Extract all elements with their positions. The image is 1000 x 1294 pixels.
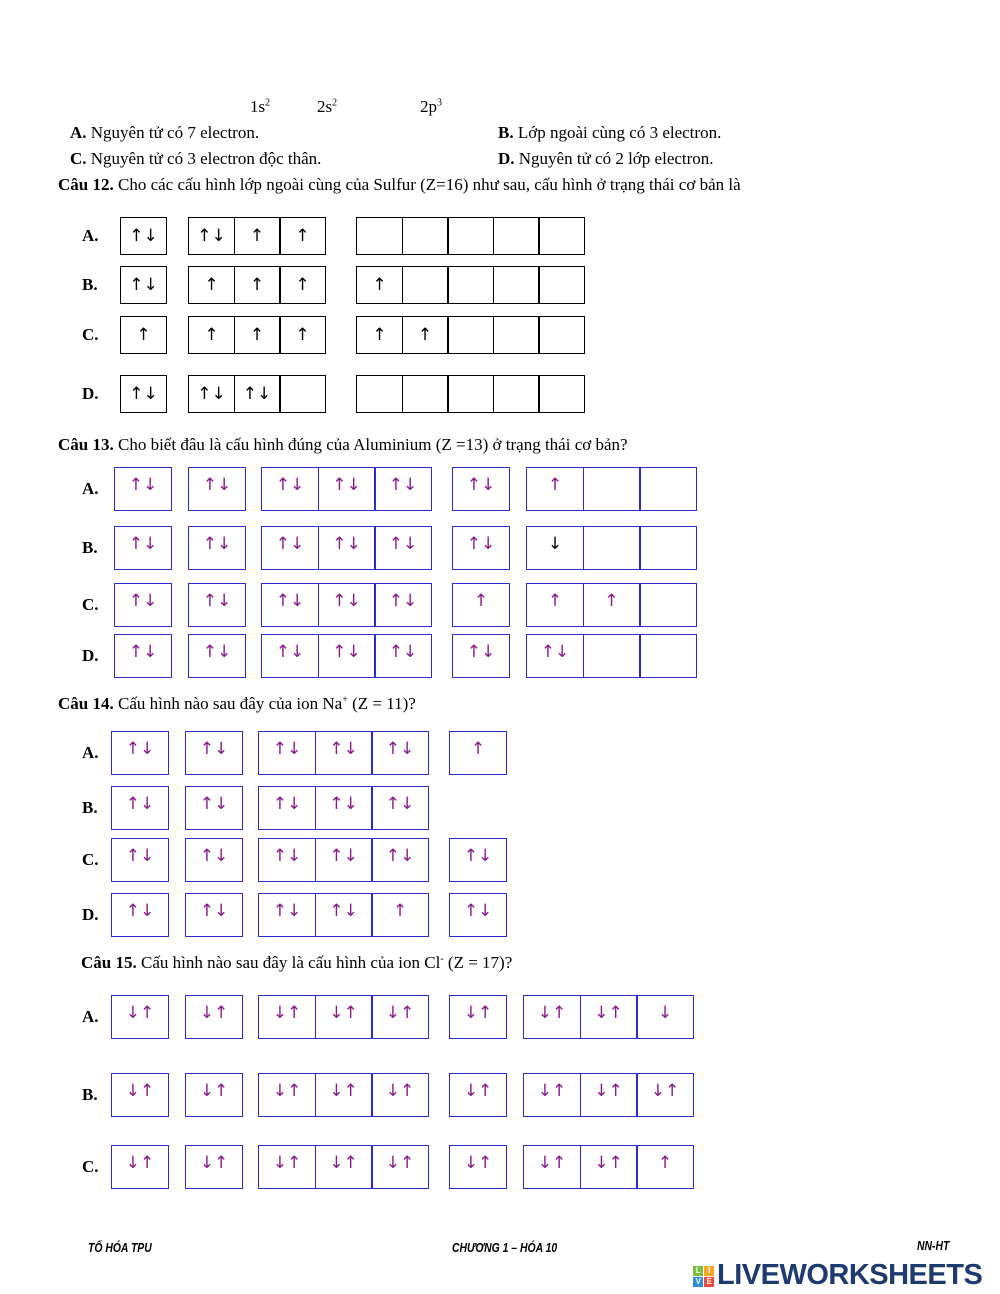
label-text: 1s [250,97,266,116]
orbital-box: ↑↓ [374,526,432,570]
orbital-box: ↑↓ [261,467,319,511]
option-label: A. [82,743,99,762]
orbital-box [447,375,494,413]
question-number: Câu 15. [81,953,137,972]
orbital-box: ↑↓ [188,467,246,511]
orbital-box: ↑↓ [315,893,373,937]
orbital-box: ↑ [279,266,326,304]
question-13 [58,435,628,455]
orbital-box: ↑↓ [452,467,510,511]
orbital-box: ↑↓ [261,634,319,678]
orbital-box: ↑↓ [318,467,376,511]
question-number: Câu 14. [58,694,114,713]
option-label: D. [82,646,99,665]
orbital-box: ↓↑ [580,1145,638,1189]
option-letter: D. [498,149,515,168]
orbital-box: ↓ [636,995,694,1039]
orbital-box: ↑↓ [452,526,510,570]
orbital-box: ↓↑ [523,1145,581,1189]
question-text: Cho các cấu hình lớp ngoài cùng của Sulfur (Z=16) như sau, cấu hình ở trạng thái cơ bản là [117,175,741,194]
option-label: C. [82,325,99,344]
orbital-box [538,316,585,354]
option-label: A. [82,1007,99,1026]
orbital-box: ↑ [526,467,584,511]
orbital-box: ↑ [449,731,507,775]
orbital-box [583,467,641,511]
option-label: B. [82,275,98,294]
orbital-box [538,266,585,304]
orbital-box: ↑↓ [111,838,169,882]
orbital-box: ↑↓ [111,731,169,775]
option-label: D. [82,384,99,403]
orbital-box: ↑ [279,316,326,354]
orbital-box: ↑↓ [261,583,319,627]
orbital-box [447,316,494,354]
option-label: B. [82,538,98,557]
orbital-label-2s [317,97,337,117]
superscript: 3 [437,97,442,109]
orbital-box: ↑ [452,583,510,627]
orbital-box [402,375,449,413]
footer-right: NN-HT [917,1238,950,1253]
icon-letter: V [693,1277,703,1287]
question-12 [58,175,741,195]
orbital-box: ↓↑ [315,995,373,1039]
orbital-box: ↑↓ [120,266,167,304]
orbital-box: ↓↑ [580,1073,638,1117]
orbital-box: ↑↓ [234,375,281,413]
question-14 [58,694,416,714]
option-c [70,149,321,169]
orbital-box: ↑↓ [111,893,169,937]
question-text: Cấu hình nào sau đây là cấu hình của ion Cl [140,953,441,972]
liveworksheets-icon [693,1266,714,1287]
orbital-box: ↑ [234,316,281,354]
liveworksheets-logo [693,1259,982,1291]
option-letter: C. [70,149,87,168]
orbital-box: ↑↓ [188,375,235,413]
orbital-box: ↓↑ [185,1145,243,1189]
orbital-box: ↑↓ [374,583,432,627]
orbital-box: ↓↑ [258,1073,316,1117]
option-text: Nguyên tử có 7 electron. [90,123,260,142]
orbital-box [402,266,449,304]
option-label: A. [82,479,99,498]
orbital-box: ↑↓ [371,731,429,775]
orbital-box: ↑↓ [188,217,235,255]
orbital-box: ↑↓ [114,526,172,570]
orbital-box: ↑↓ [258,893,316,937]
orbital-box [538,375,585,413]
orbital-box: ↓↑ [580,995,638,1039]
brand-text: LIVEWORKSHEETS [717,1259,983,1291]
option-text: Lớp ngoài cùng có 3 electron. [517,123,722,142]
option-d [498,149,714,169]
orbital-box: ↑↓ [114,467,172,511]
orbital-box: ↑↓ [318,634,376,678]
orbital-box: ↑ [120,316,167,354]
option-label: C. [82,850,99,869]
orbital-box: ↓↑ [111,1145,169,1189]
orbital-label-2p [420,97,442,117]
orbital-box: ↑↓ [111,786,169,830]
orbital-box: ↑ [526,583,584,627]
option-label: D. [82,905,99,924]
orbital-box: ↑↓ [185,731,243,775]
orbital-box: ↑ [234,217,281,255]
orbital-box: ↓↑ [523,1073,581,1117]
orbital-box: ↑ [371,893,429,937]
orbital-box: ↓↑ [523,995,581,1039]
option-a [70,123,259,143]
orbital-box: ↑↓ [449,893,507,937]
orbital-box [583,526,641,570]
orbital-box: ↑ [188,316,235,354]
icon-letter: L [693,1266,703,1276]
orbital-box: ↓↑ [315,1073,373,1117]
orbital-box: ↑↓ [114,583,172,627]
orbital-box: ↓↑ [185,1073,243,1117]
orbital-box [279,375,326,413]
orbital-box: ↑ [356,266,403,304]
orbital-box: ↑↓ [120,217,167,255]
orbital-box: ↑↓ [188,634,246,678]
orbital-box: ↓↑ [449,1073,507,1117]
orbital-box: ↑↓ [114,634,172,678]
option-b [498,123,721,143]
orbital-box: ↑ [402,316,449,354]
orbital-box [639,583,697,627]
orbital-box: ↑ [636,1145,694,1189]
orbital-box [493,316,540,354]
superscript: 2 [265,97,271,109]
orbital-box: ↑ [279,217,326,255]
orbital-box: ↑↓ [315,838,373,882]
option-letter: B. [498,123,514,142]
orbital-box: ↓↑ [371,1073,429,1117]
label-text: 2p [420,97,437,116]
option-text: Nguyên tử có 2 lớp electron. [518,149,714,168]
orbital-box: ↓↑ [636,1073,694,1117]
orbital-box: ↑↓ [258,786,316,830]
orbital-box: ↑↓ [449,838,507,882]
orbital-box: ↑ [188,266,235,304]
orbital-box: ↑↓ [258,838,316,882]
icon-letter: E [704,1277,714,1287]
orbital-box: ↑↓ [374,467,432,511]
label-text: 2s [317,97,333,116]
option-text: Nguyên tử có 3 electron độc thân. [90,149,322,168]
orbital-box: ↓↑ [449,995,507,1039]
option-label: A. [82,226,99,245]
option-label: B. [82,798,98,817]
question-text: Cấu hình nào sau đây của ion Na [117,694,343,713]
orbital-box: ↓↑ [449,1145,507,1189]
footer-left: TỔ HÓA TPU [88,1240,152,1255]
orbital-box: ↑↓ [188,526,246,570]
orbital-box [639,634,697,678]
orbital-box: ↑↓ [258,731,316,775]
question-text: Cho biết đâu là cấu hình đúng của Aluminium (Z =13) ở trạng thái cơ bản? [117,435,628,454]
superscript: 2 [332,97,338,109]
orbital-box [538,217,585,255]
orbital-box: ↑↓ [526,634,584,678]
orbital-box: ↓↑ [185,995,243,1039]
orbital-box: ↓↑ [111,1073,169,1117]
orbital-box: ↑↓ [120,375,167,413]
orbital-box: ↑↓ [318,526,376,570]
orbital-box [583,634,641,678]
option-label: C. [82,1157,99,1176]
option-label: B. [82,1085,98,1104]
orbital-box: ↑ [234,266,281,304]
orbital-box: ↑↓ [315,731,373,775]
orbital-box [447,217,494,255]
orbital-box [356,375,403,413]
orbital-box [493,217,540,255]
question-number: Câu 13. [58,435,114,454]
charge-superscript: + [342,694,348,706]
orbital-box: ↑↓ [185,893,243,937]
orbital-box: ↑↓ [315,786,373,830]
orbital-box [402,217,449,255]
question-text-end: (Z = 17)? [443,953,513,972]
orbital-box [493,375,540,413]
footer-center: CHƯƠNG 1 – HÓA 10 [452,1240,558,1255]
orbital-box: ↑↓ [374,634,432,678]
orbital-label-1s [250,97,270,117]
orbital-box: ↑↓ [371,786,429,830]
orbital-box [356,217,403,255]
orbital-box: ↑↓ [188,583,246,627]
question-15 [81,953,512,973]
orbital-box: ↓↑ [258,1145,316,1189]
orbital-box: ↓↑ [258,995,316,1039]
orbital-box: ↓↑ [371,995,429,1039]
question-number: Câu 12. [58,175,114,194]
orbital-box: ↓↑ [371,1145,429,1189]
orbital-box: ↑ [356,316,403,354]
orbital-box: ↑ [583,583,641,627]
orbital-box: ↑↓ [185,786,243,830]
charge-superscript: - [440,953,444,965]
orbital-box: ↑↓ [261,526,319,570]
orbital-box: ↓↑ [315,1145,373,1189]
orbital-box: ↑↓ [185,838,243,882]
option-label: C. [82,595,99,614]
icon-letter: I [704,1266,714,1276]
orbital-box [639,467,697,511]
orbital-box [639,526,697,570]
option-letter: A. [70,123,87,142]
orbital-box [447,266,494,304]
orbital-box: ↑↓ [452,634,510,678]
orbital-box: ↓ [526,526,584,570]
orbital-box: ↓↑ [111,995,169,1039]
question-text-end: (Z = 11)? [347,694,416,713]
orbital-box: ↑↓ [371,838,429,882]
orbital-box [493,266,540,304]
orbital-box: ↑↓ [318,583,376,627]
